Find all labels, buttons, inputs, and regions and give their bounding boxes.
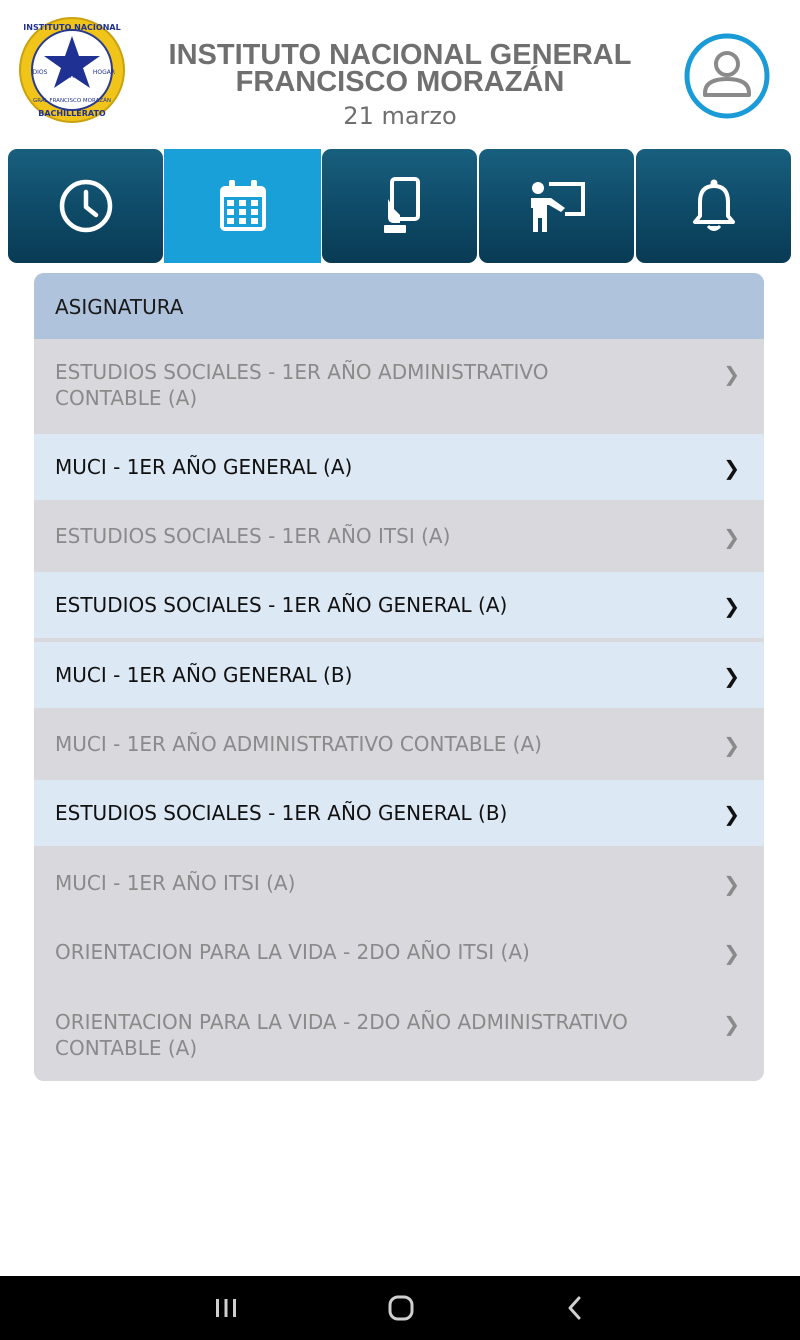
list-item[interactable]: [34, 572, 764, 638]
chevron-right-icon: ❯: [723, 941, 740, 965]
list-item[interactable]: [34, 503, 764, 569]
tab-schedule[interactable]: [8, 149, 163, 263]
list-item[interactable]: [34, 850, 764, 916]
list-item-label: ORIENTACION PARA LA VIDA - 2DO AÑO ITSI (A): [55, 940, 530, 964]
list-item-label: ESTUDIOS SOCIALES - 1ER AÑO ITSI (A): [55, 524, 451, 548]
list-item-label: MUCI - 1ER AÑO GENERAL (B): [55, 663, 353, 687]
list-item[interactable]: [34, 989, 764, 1081]
list-item[interactable]: [34, 780, 764, 846]
logo-center-text: PATRIA: [61, 73, 83, 80]
bell-icon: [690, 178, 738, 234]
tab-classes[interactable]: [479, 149, 634, 263]
tab-mobile[interactable]: [322, 149, 477, 263]
list-header-label: ASIGNATURA: [55, 295, 184, 319]
chevron-right-icon: ❯: [723, 733, 740, 757]
logo-right-text: HOGAR: [92, 69, 116, 76]
current-date: 21 marzo: [343, 102, 457, 130]
list-item-label: MUCI - 1ER AÑO GENERAL (A): [55, 455, 353, 479]
chevron-right-icon: ❯: [723, 525, 740, 549]
back-icon[interactable]: [555, 1288, 595, 1328]
logo-left-text: DIOS: [32, 69, 48, 76]
chevron-right-icon: ❯: [723, 362, 740, 386]
home-icon[interactable]: [381, 1288, 421, 1328]
tab-notifications[interactable]: [636, 149, 791, 263]
list-item[interactable]: [34, 642, 764, 708]
subject-list: [34, 273, 764, 1081]
list-item[interactable]: [34, 339, 764, 431]
title-line-1: INSTITUTO NACIONAL GENERAL: [168, 39, 632, 71]
tab-calendar[interactable]: [164, 149, 321, 263]
app-header: [0, 0, 800, 145]
user-profile-icon[interactable]: [684, 33, 770, 119]
list-item-label: ORIENTACION PARA LA VIDA - 2DO AÑO ADMINISTRATIVO CONTABLE (A): [55, 1010, 628, 1060]
teacher-board-icon: [529, 178, 585, 234]
chevron-right-icon: ❯: [723, 1012, 740, 1036]
logo-top-text: INSTITUTO NACIONAL: [23, 23, 121, 32]
list-item-label: MUCI - 1ER AÑO ITSI (A): [55, 871, 296, 895]
recent-apps-icon[interactable]: [206, 1288, 246, 1328]
chevron-right-icon: ❯: [723, 594, 740, 618]
title-line-2: FRANCISCO MORAZÁN: [235, 66, 565, 98]
phone-hand-icon: [378, 177, 422, 235]
logo-bottom-text: BACHILLERATO: [38, 109, 106, 118]
chevron-right-icon: ❯: [723, 456, 740, 480]
list-item-label: ESTUDIOS SOCIALES - 1ER AÑO ADMINISTRATIVO CONTABLE (A): [55, 360, 549, 410]
list-item[interactable]: [34, 711, 764, 777]
list-item[interactable]: [34, 434, 764, 500]
calendar-icon: [218, 179, 268, 233]
list-header: [34, 273, 764, 339]
list-item-label: MUCI - 1ER AÑO ADMINISTRATIVO CONTABLE (A): [55, 732, 542, 756]
chevron-right-icon: ❯: [723, 664, 740, 688]
clock-icon: [58, 178, 114, 234]
logo-arc-text: GRAL FRANCISCO MORAZÁN: [32, 98, 112, 104]
tab-bar: [8, 149, 792, 263]
school-logo: [18, 16, 126, 124]
list-item[interactable]: [34, 919, 764, 985]
chevron-right-icon: ❯: [723, 872, 740, 896]
list-item-label: ESTUDIOS SOCIALES - 1ER AÑO GENERAL (A): [55, 593, 508, 617]
system-nav-bar: [0, 1276, 800, 1340]
chevron-right-icon: ❯: [723, 802, 740, 826]
school-title: [150, 39, 650, 130]
list-item-label: ESTUDIOS SOCIALES - 1ER AÑO GENERAL (B): [55, 801, 508, 825]
